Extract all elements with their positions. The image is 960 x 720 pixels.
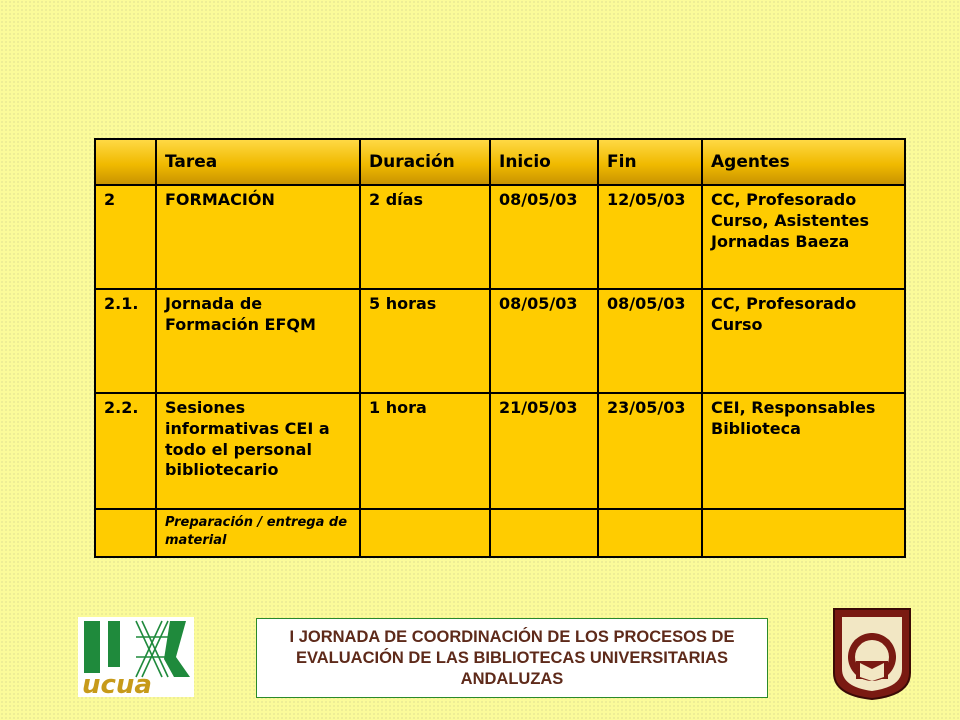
cell-tarea: Sesiones informativas CEI a todo el personal bibliotecario: [156, 393, 360, 509]
ucua-logo: [78, 617, 194, 697]
header-cell-fin: Fin: [598, 139, 702, 185]
cell-id: 2.1.: [95, 289, 156, 393]
header-cell-inicio: Inicio: [490, 139, 598, 185]
cell-duracion: 5 horas: [360, 289, 490, 393]
cell-inicio: 08/05/03: [490, 185, 598, 289]
seal-graphic: [826, 603, 918, 701]
university-seal-logo: [826, 603, 918, 701]
cell-duracion: 2 días: [360, 185, 490, 289]
table-row: [95, 509, 905, 557]
header-cell-id: [95, 139, 156, 185]
cell-tarea-note: Preparación / entrega de material: [156, 509, 360, 557]
cell-duracion: 1 hora: [360, 393, 490, 509]
cell-agentes: CC, Profesorado Curso, Asistentes Jornadas Baeza: [702, 185, 905, 289]
footer-title: I JORNADA DE COORDINACIÓN DE LOS PROCESOS DE EVALUACIÓN DE LAS BIBLIOTECAS UNIVERSITARIAS ANDALUZAS: [289, 627, 735, 688]
cell-id: 2: [95, 185, 156, 289]
cell-duracion: [360, 509, 490, 557]
footer-banner: [256, 618, 768, 698]
table-row: [95, 393, 905, 509]
ucua-logo-graphic: [78, 617, 194, 697]
cell-id: [95, 509, 156, 557]
cell-fin: 12/05/03: [598, 185, 702, 289]
header-cell-tarea: Tarea: [156, 139, 360, 185]
header-cell-agentes: Agentes: [702, 139, 905, 185]
table-header-row: [95, 139, 905, 185]
table-row: [95, 289, 905, 393]
cell-inicio: 21/05/03: [490, 393, 598, 509]
table-row: [95, 185, 905, 289]
cell-inicio: 08/05/03: [490, 289, 598, 393]
cell-tarea: Jornada de Formación EFQM: [156, 289, 360, 393]
schedule-table: [94, 138, 906, 558]
cell-agentes: CEI, Responsables Biblioteca: [702, 393, 905, 509]
svg-text:ucua: ucua: [82, 670, 152, 697]
cell-id: 2.2.: [95, 393, 156, 509]
cell-agentes: [702, 509, 905, 557]
cell-agentes: CC, Profesorado Curso: [702, 289, 905, 393]
cell-inicio: [490, 509, 598, 557]
cell-fin: 23/05/03: [598, 393, 702, 509]
cell-fin: 08/05/03: [598, 289, 702, 393]
header-cell-duracion: Duración: [360, 139, 490, 185]
cell-tarea: FORMACIÓN: [156, 185, 360, 289]
cell-fin: [598, 509, 702, 557]
